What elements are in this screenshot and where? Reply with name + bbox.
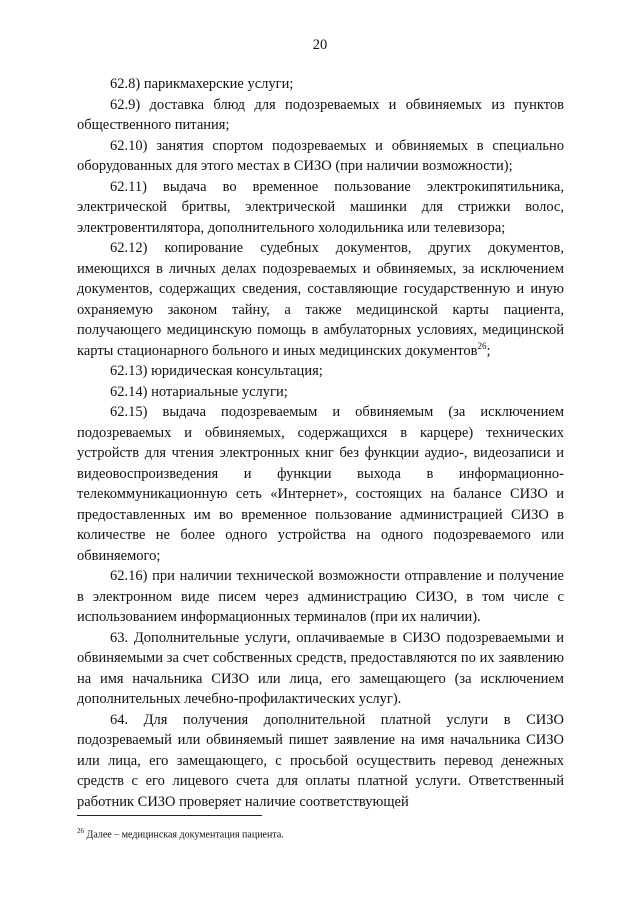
paragraph-62-12-end: ;	[486, 342, 491, 359]
document-body	[77, 74, 564, 812]
page-number: 20	[312, 37, 328, 53]
paragraph-64: 64. Для получения дополнительной платной услуги в СИЗО подозреваемый или обвиняемый пишет заявление на имя начальника СИЗО или лица, его замещающего, с просьбой осуществить перевод денежных средств с его лицевого счета для оплаты платной услуги. Ответственный работник СИЗО проверяет наличие соответствующей	[77, 711, 564, 810]
paragraph-62-9: 62.9) доставка блюд для подозреваемых и обвиняемых из пунктов общественного питания;	[77, 96, 564, 133]
footnote-number: 26	[77, 827, 84, 835]
paragraph-62-12-text: 62.12) копирование судебных документов, других документов, имеющихся в личных делах подозреваемых и обвиняемых, за исключением документов, содержащих сведения, составляющие государственную и иную охраняемую законом тайну, а также медицинской карты пациента, получающего медицинскую помощь в амбулаторных условиях, медицинской карты стационарного больного и иных медицинских документов	[77, 240, 564, 359]
paragraph-62-13: 62.13) юридическая консультация;	[110, 363, 323, 379]
paragraph-62-14: 62.14) нотариальные услуги;	[110, 383, 288, 400]
paragraph-62-16: 62.16) при наличии технической возможности отправление и получение в электронном виде писем через администрацию СИЗО, в том числе с использованием информационных терминалов (при их наличии).	[77, 568, 564, 625]
paragraph-62-11: 62.11) выдача во временное пользование электрокипятильника, электрической бритвы, электрической машинки для стрижки волос, электровентилятора, дополнительного холодильника или телевизора;	[77, 178, 564, 236]
paragraph-62-10: 62.10) занятия спортом подозреваемых и обвиняемых в специально оборудованных для этого местах в СИЗО (при наличии возможности);	[77, 137, 564, 174]
footnote-text: Далее – медицинская документация пациента.	[84, 829, 284, 841]
paragraph-63: 63. Дополнительные услуги, оплачиваемые в СИЗО подозреваемыми и обвиняемыми за счет собственных средств, предоставляются по их заявлению на имя начальника СИЗО или лица, его замещающего (за исключением дополнительных лечебно-профилактических услуг).	[77, 629, 564, 707]
footnote	[77, 825, 284, 841]
paragraph-62-8: 62.8) парикмахерские услуги;	[110, 76, 294, 92]
paragraph-62-12	[77, 238, 564, 361]
footnote-divider	[77, 815, 262, 816]
paragraph-62-15: 62.15) выдача подозреваемым и обвиняемым (за исключением подозреваемых и обвиняемых, содержащихся в карцере) технических устройств для чтения электронных книг без функции аудио-, видеозаписи и видеовоспроизведения и функции выхода в информационно-телекоммуникационную сеть «Интернет», состоящих на балансе СИЗО и предоставленных им во временное пользование администрацией СИЗО в количестве не более одного устройства на одного подозреваемого или обвиняемого;	[77, 404, 564, 564]
footnote-reference: 26	[477, 340, 487, 351]
